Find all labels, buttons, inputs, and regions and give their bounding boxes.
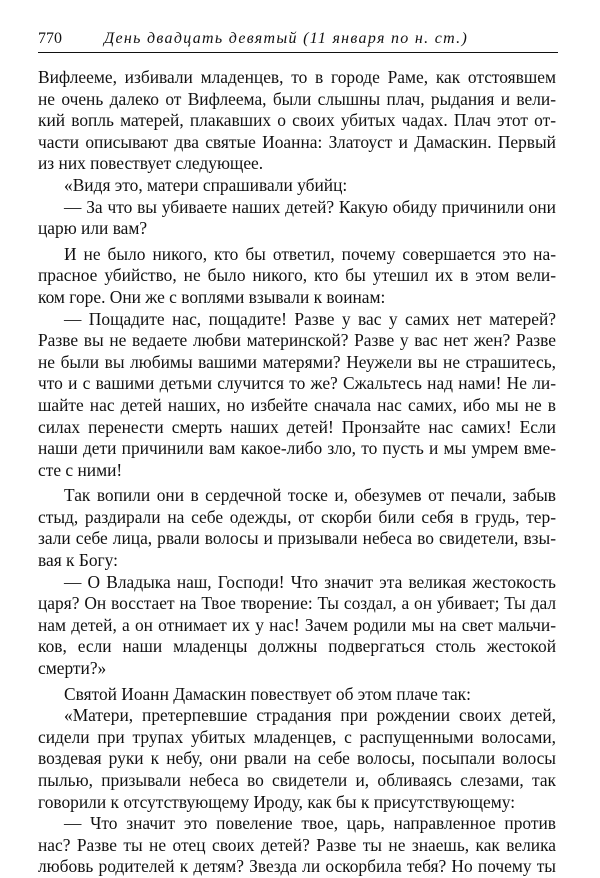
text-line: И не было никого, кто бы ответил, почему совершается это на- bbox=[64, 243, 556, 264]
body-text bbox=[38, 67, 556, 878]
text-line: прасное убийство, не было никого, кто бы утешил их в этом вели- bbox=[38, 265, 556, 286]
text-line: зали себе лица, рвали волосы и призывали небеса во свидетели, взы- bbox=[38, 528, 556, 549]
text-line: Вифлееме, избивали младенцев, то в городе Раме, как отстоявшем bbox=[38, 67, 556, 87]
text-line: шайте нас детей наших, но избейте сначала нас самих, ибо мы не в bbox=[38, 394, 556, 415]
running-title: День двадцать девятый (11 января по н. ст.) bbox=[104, 30, 469, 47]
text-line: кий вопль матерей, плакавших о своих убитых чадах. Плач этот от- bbox=[38, 110, 556, 131]
text-line: силах перенести смерть наших детей! Пронзайте нас самих! Если bbox=[38, 416, 556, 437]
text-line: «Матери, претерпевшие страдания при рождении своих детей, bbox=[64, 705, 556, 726]
text-line: пылью, призывали небеса во свидетели и, обливаясь слезами, так bbox=[38, 770, 556, 790]
text-line: — Что значит это повеление твое, царь, направленное против bbox=[64, 813, 556, 834]
text-line: вая к Богу: bbox=[38, 550, 118, 571]
text-line: царю или вам? bbox=[38, 218, 148, 239]
text-line: стыд, раздирали на себе одежды, от скорби били себя в грудь, тер- bbox=[38, 506, 556, 527]
text-line: не были вы любимы вашими матерями? Неужели вы не страшитесь, bbox=[38, 351, 556, 372]
text-line: нас? Разве ты не отец своих детей? Разве ты не знаешь, как велика bbox=[38, 834, 556, 855]
text-line: любовь родителей к детям? Звезда ли оскорбила тебя? Но почему ты bbox=[38, 856, 556, 877]
text-line: смерти?» bbox=[38, 658, 107, 679]
text-line: «Видя это, матери спрашивали убийц: bbox=[64, 174, 348, 195]
text-line: Так вопили они в сердечной тоске и, обезумев от печали, забыв bbox=[64, 485, 556, 506]
text-line: нам детей, а он отнимает их у нас! Зачем родили мы на свет мальчи- bbox=[38, 614, 556, 635]
text-line: — О Владыка наш, Господи! Что значит эта великая жестокость bbox=[64, 571, 556, 592]
page-number: 770 bbox=[38, 30, 62, 47]
text-line: сидели при трупах убитых младенцев, с распущенными волосами, bbox=[38, 726, 556, 747]
text-line: сте с ними! bbox=[38, 459, 123, 480]
text-line: что и с вашими детьми случится то же? Сжальтесь над нами! Не ли- bbox=[38, 373, 556, 394]
text-line: части описывают два святые Иоанна: Златоуст и Дамаскин. Первый bbox=[38, 131, 556, 152]
text-line: царя? Он восстает на Твое творение: Ты создал, а он убивает; Ты дал bbox=[38, 593, 556, 614]
text-line: ков, если наши младенцы должны подвергаться столь жестокой bbox=[38, 636, 556, 657]
text-line: говорили к отсутствующему Ироду, как бы к присутствующему: bbox=[38, 791, 516, 812]
text-line: Святой Иоанн Дамаскин повествует об этом плаче так: bbox=[64, 683, 471, 704]
text-line: Разве вы не ведаете любви материнской? Разве у вас нет жен? Разве bbox=[38, 330, 556, 351]
text-line: ком горе. Они же с воплями взывали к воинам: bbox=[38, 286, 386, 307]
text-line: — Пощадите нас, пощадите! Разве у вас у самих нет матерей? bbox=[64, 308, 556, 329]
text-line: не очень далеко от Вифлеема, были слышны плач, рыдания и вели- bbox=[38, 88, 556, 109]
running-header bbox=[38, 28, 558, 53]
text-line: из них повествует следующее. bbox=[38, 153, 264, 174]
text-line: воздевая руки к небу, они рвали на себе волосы, посыпали волосы bbox=[38, 748, 556, 769]
text-line: — За что вы убиваете наших детей? Какую обиду причинили они bbox=[64, 196, 556, 217]
text-line: наши дети причинили вам какое-либо зло, то пусть и мы умрем вме- bbox=[38, 438, 556, 459]
